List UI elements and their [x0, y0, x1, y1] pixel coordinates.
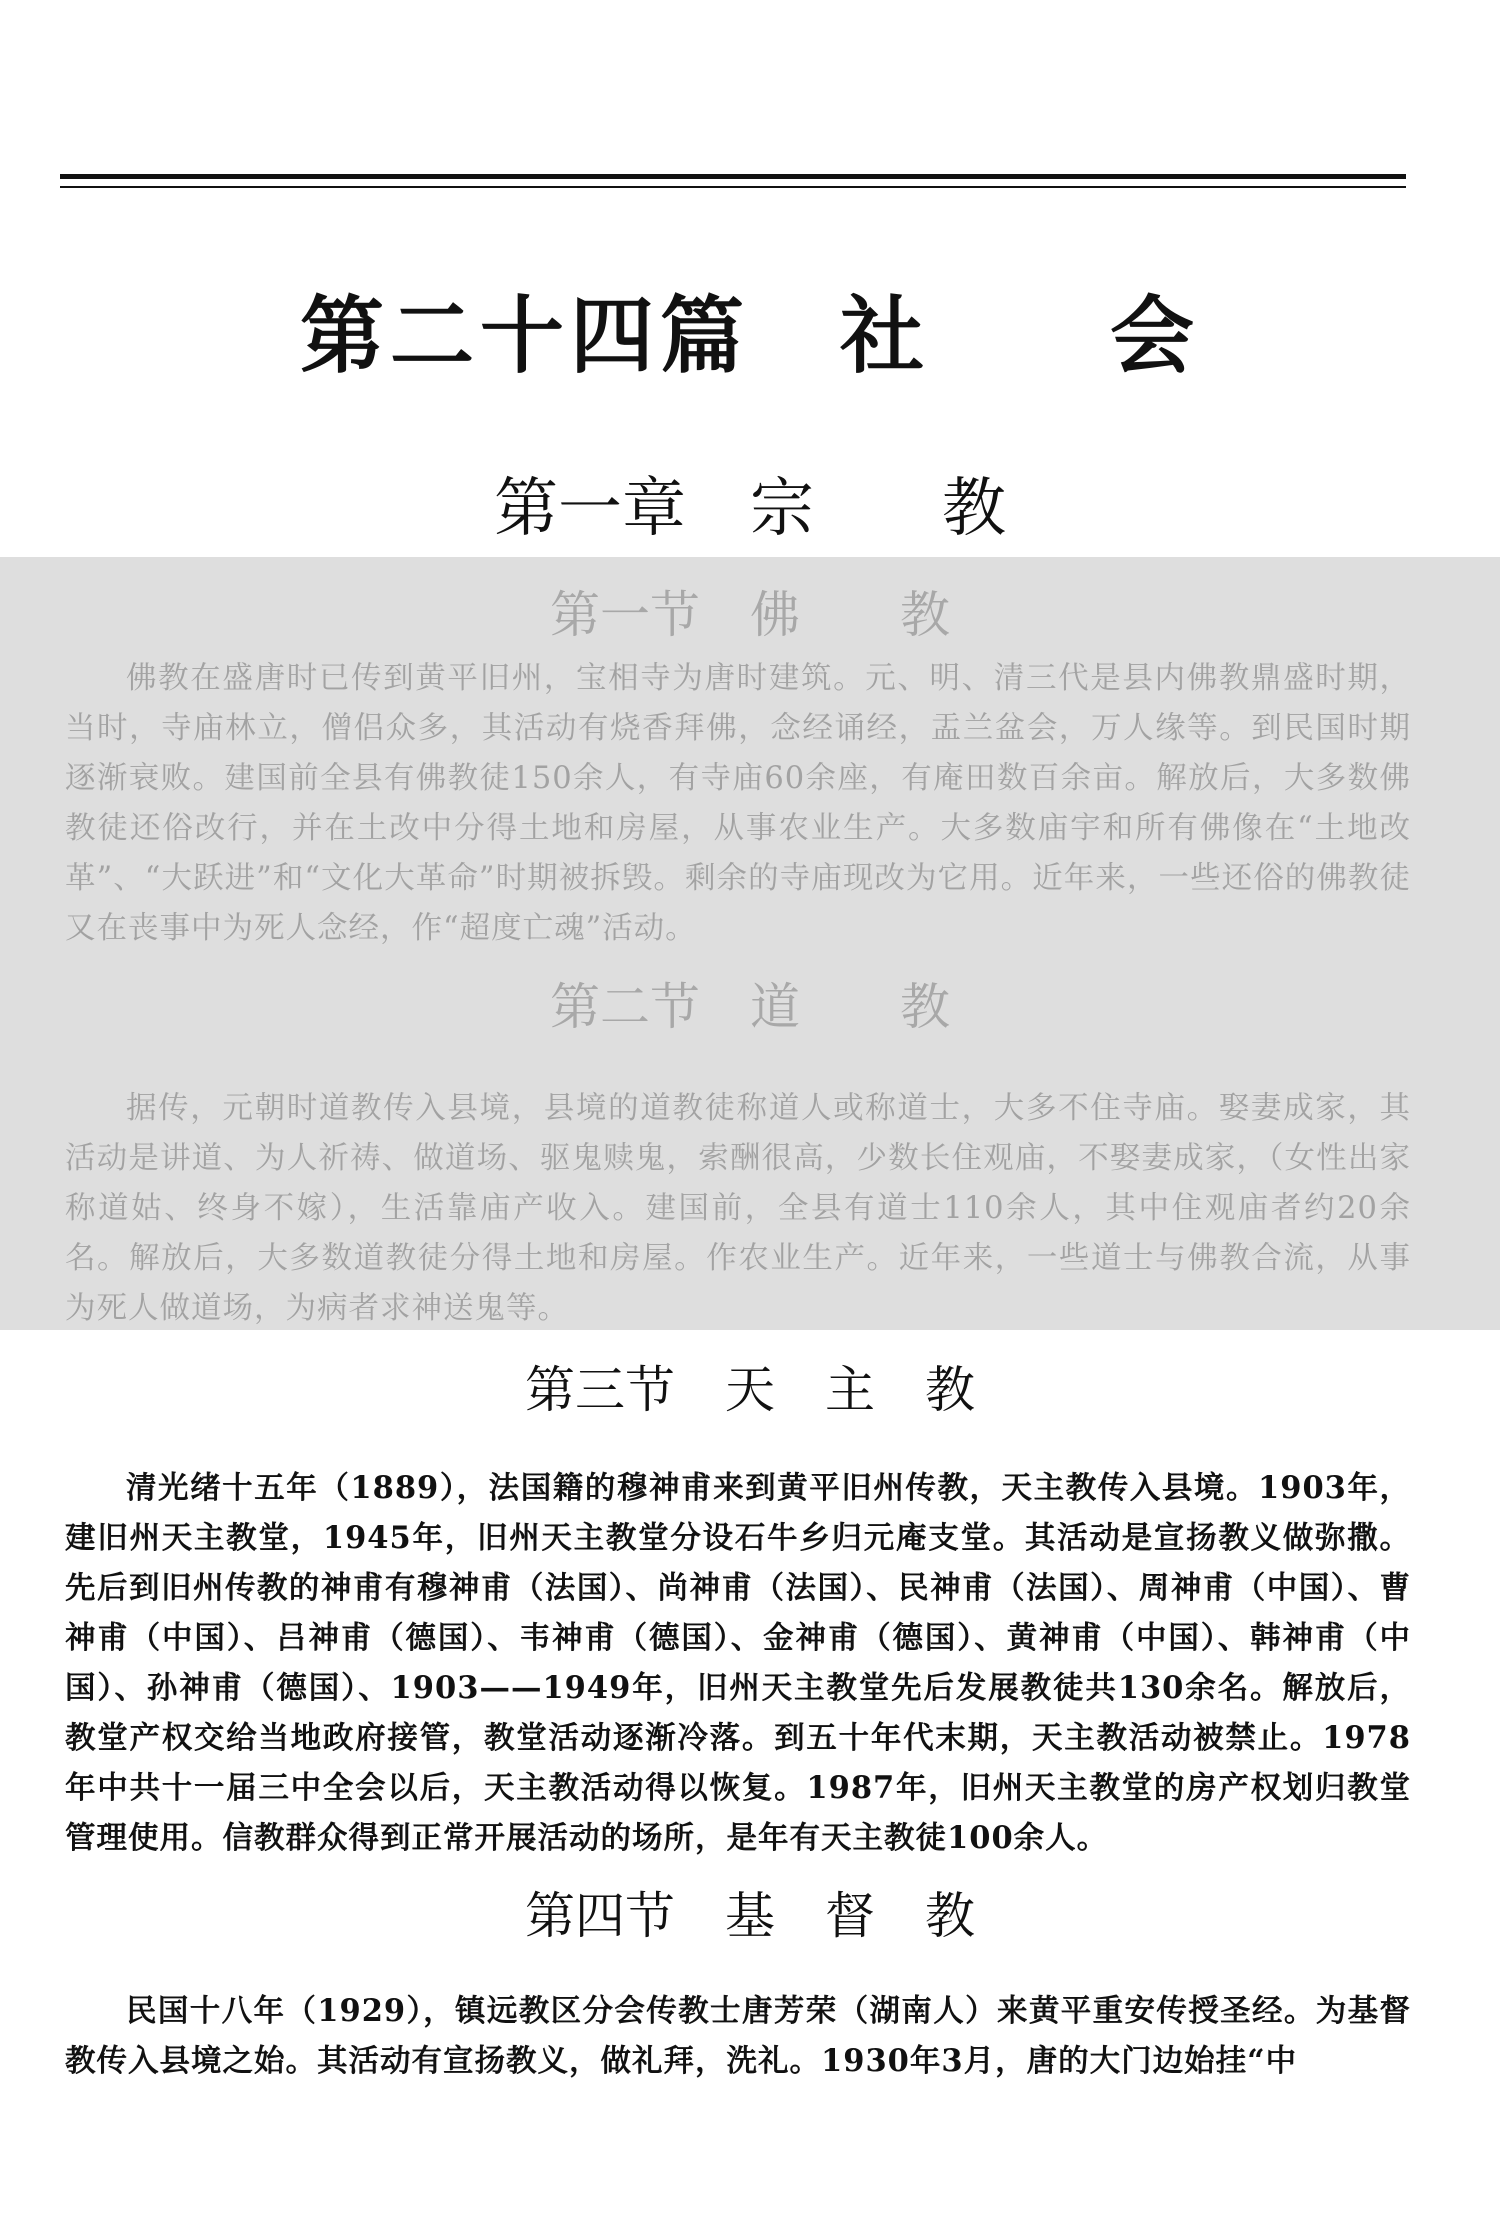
faded-region — [0, 557, 1500, 1330]
section-title-catholicism: 第三节 天 主 教 — [525, 1361, 975, 1419]
section-title-christianity: 第四节 基 督 教 — [525, 1887, 975, 1945]
section-paragraph-catholicism: 清光绪十五年（1889），法国籍的穆神甫来到黄平旧州传教，天主教传入县境。1903年，建旧州天主教堂，1945年，旧州天主教堂分设石牛乡归元庵支堂。其活动是宣扬教义做弥撒。先后到旧州传教的神甫有穆神甫（法国）、尚神甫（法国）、民神甫（法国）、周神甫（中国）、曹神甫（中国）、吕神甫（德国）、韦神甫（德国）、金神甫（德国）、黄神甫（中国）、韩神甫（中国）、孙神甫（德国）、1903——1949年，旧州天主教堂先后发展教徒共130余名。解放后，教堂产权交给当地政府接管，教堂活动逐渐冷落。到五十年代末期，天主教活动被禁止。1978年中共十一届三中全会以后，天主教活动得以恢复。1987年，旧州天主教堂的房产权划归教堂管理使用。信教群众得到正常开展活动的场所，是年有天主教徒100余人。 — [65, 1470, 1411, 1856]
chapter-title: 第一章 宗 教 — [494, 472, 1006, 546]
section-paragraph-taoism: 据传，元朝时道教传入县境，县境的道教徒称道人或称道士，大多不住寺庙。娶妻成家，其活动是讲道、为人祈祷、做道场、驱鬼赎鬼，索酬很高，少数长住观庙，不娶妻成家，（女性出家称道姑、终身不嫁），生活靠庙产收入。建国前，全县有道士110余人，其中住观庙者约20余名。解放后，大多数道教徒分得土地和房屋。作农业生产。近年来，一些道士与佛教合流，从事为死人做道场，为病者求神送鬼等。 — [65, 1091, 1411, 1326]
top-rule-thin — [60, 186, 1406, 188]
section-title-taoism: 第二节 道 教 — [550, 978, 950, 1036]
top-rule-thick — [60, 174, 1406, 179]
section-paragraph-christianity: 民国十八年（1929），镇远教区分会传教士唐芳荣（湖南人）来黄平重安传授圣经。为基督教传入县境之始。其活动有宣扬教义，做礼拜，洗礼。1930年3月，唐的大门边始挂“中 — [65, 1993, 1411, 2079]
section-title-buddhism: 第一节 佛 教 — [550, 586, 950, 644]
section-paragraph-buddhism: 佛教在盛唐时已传到黄平旧州，宝相寺为唐时建筑。元、明、清三代是县内佛教鼎盛时期，当时，寺庙林立，僧侣众多，其活动有烧香拜佛，念经诵经，盂兰盆会，万人缘等。到民国时期逐渐衰败。建国前全县有佛教徒150余人，有寺庙60余座，有庵田数百余亩。解放后，大多数佛教徒还俗改行，并在土改中分得土地和房屋，从事农业生产。大多数庙宇和所有佛像在“土地改革”、“大跃进”和“文化大革命”时期被拆毁。剩余的寺庙现改为它用。近年来，一些还俗的佛教徒又在丧事中为死人念经，作“超度亡魂”活动。 — [65, 661, 1411, 946]
part-title: 第二十四篇 社 会 — [299, 286, 1200, 385]
